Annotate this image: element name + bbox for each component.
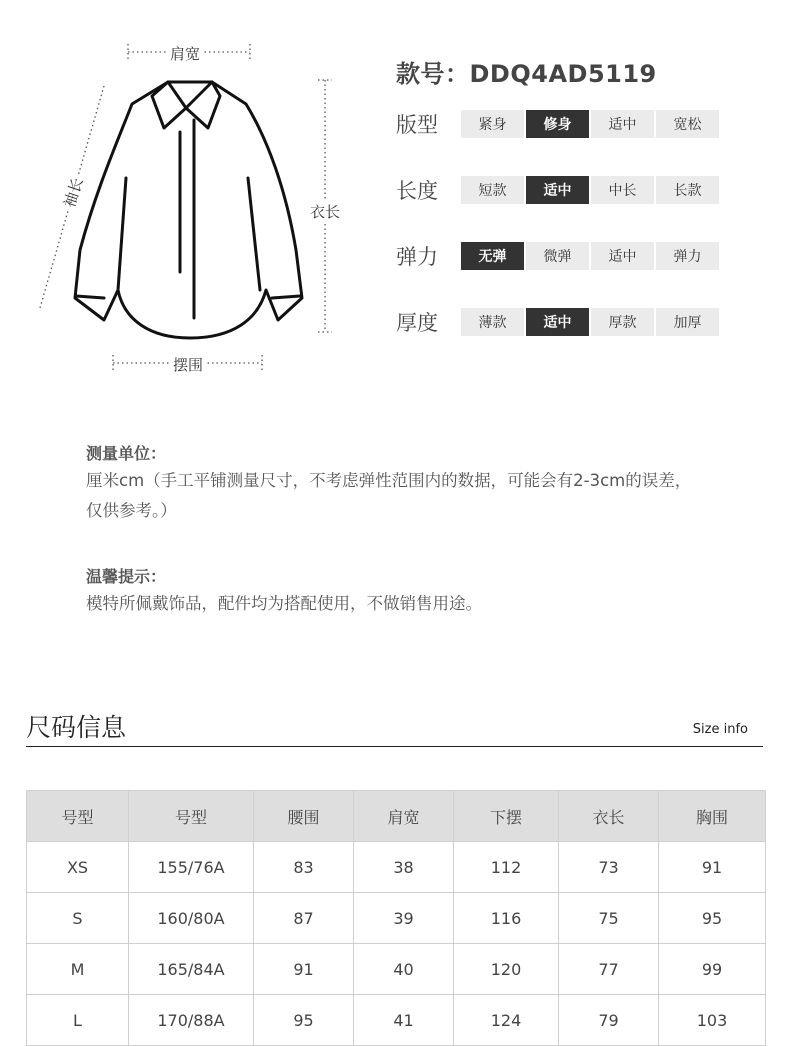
table-cell: 155/76A xyxy=(129,842,254,893)
column-header: 肩宽 xyxy=(354,791,454,842)
unit-text: 厘米cm（手工平铺测量尺寸，不考虑弹性范围内的数据，可能会有2-3cm的误差，仅供参考。） xyxy=(86,471,692,520)
table-cell: 99 xyxy=(659,944,766,995)
table-cell: 38 xyxy=(354,842,454,893)
attr-option: 无弹 xyxy=(461,242,524,270)
table-cell: XS xyxy=(27,842,129,893)
table-cell: 91 xyxy=(659,842,766,893)
attr-option: 适中 xyxy=(591,242,654,270)
table-cell: 39 xyxy=(354,893,454,944)
attr-name: 厚度 xyxy=(396,311,438,335)
attr-option: 长款 xyxy=(656,176,719,204)
table-row xyxy=(27,944,766,995)
table-cell: 79 xyxy=(559,995,659,1046)
attr-option: 适中 xyxy=(591,110,654,138)
table-cell: 124 xyxy=(454,995,559,1046)
divider xyxy=(26,746,763,747)
attr-row-length xyxy=(396,175,721,205)
attr-option: 紧身 xyxy=(461,110,524,138)
attr-option: 厚款 xyxy=(591,308,654,336)
table-cell: 77 xyxy=(559,944,659,995)
table-cell: 116 xyxy=(454,893,559,944)
table-cell: 160/80A xyxy=(129,893,254,944)
column-header: 下摆 xyxy=(454,791,559,842)
attr-option: 弹力 xyxy=(656,242,719,270)
table-cell: 41 xyxy=(354,995,454,1046)
attr-name: 长度 xyxy=(396,179,438,203)
attr-row-thickness xyxy=(396,307,721,337)
attr-row-fit xyxy=(396,109,721,139)
tip-title: 温馨提示： xyxy=(86,567,167,586)
table-cell: L xyxy=(27,995,129,1046)
style-code xyxy=(396,54,657,89)
table-cell: 75 xyxy=(559,893,659,944)
tip-text: 模特所佩戴饰品，配件均为搭配使用，不做销售用途。 xyxy=(86,594,482,613)
table-cell: S xyxy=(27,893,129,944)
attr-option: 宽松 xyxy=(656,110,719,138)
table-cell: 120 xyxy=(454,944,559,995)
attr-option: 加厚 xyxy=(656,308,719,336)
column-header: 号型 xyxy=(129,791,254,842)
table-cell: 165/84A xyxy=(129,944,254,995)
attr-option: 修身 xyxy=(526,110,589,138)
attr-option: 适中 xyxy=(526,308,589,336)
table-cell: 112 xyxy=(454,842,559,893)
table-cell: 73 xyxy=(559,842,659,893)
style-code-label: 款号： xyxy=(396,60,470,88)
table-cell: 170/88A xyxy=(129,995,254,1046)
attr-row-elasticity xyxy=(396,241,721,271)
size-section-subtitle: Size info xyxy=(692,722,748,737)
attr-option: 中长 xyxy=(591,176,654,204)
table-cell: 95 xyxy=(254,995,354,1046)
size-section-title: 尺码信息 xyxy=(26,713,127,742)
attr-name: 弹力 xyxy=(396,245,438,269)
body-length-label: 衣长 xyxy=(307,201,343,222)
attr-option: 短款 xyxy=(461,176,524,204)
column-header: 胸围 xyxy=(659,791,766,842)
attr-name: 版型 xyxy=(396,113,438,137)
attr-option: 适中 xyxy=(526,176,589,204)
table-cell: 40 xyxy=(354,944,454,995)
table-cell: 83 xyxy=(254,842,354,893)
table-header-row xyxy=(27,791,766,842)
column-header: 号型 xyxy=(27,791,129,842)
table-row xyxy=(27,995,766,1046)
column-header: 衣长 xyxy=(559,791,659,842)
sleeve-length-label: 袖长 xyxy=(57,172,88,213)
size-table xyxy=(26,790,766,1046)
table-row xyxy=(27,842,766,893)
hem-label: 摆围 xyxy=(170,354,206,375)
table-cell: 87 xyxy=(254,893,354,944)
attr-option: 微弹 xyxy=(526,242,589,270)
table-cell: 91 xyxy=(254,944,354,995)
column-header: 腰围 xyxy=(254,791,354,842)
table-cell: M xyxy=(27,944,129,995)
unit-title: 测量单位： xyxy=(86,444,167,463)
table-cell: 95 xyxy=(659,893,766,944)
garment-diagram xyxy=(0,0,380,400)
table-cell: 103 xyxy=(659,995,766,1046)
table-row xyxy=(27,893,766,944)
attr-option: 薄款 xyxy=(461,308,524,336)
shoulder-width-label: 肩宽 xyxy=(167,43,203,64)
style-code-value: DDQ4AD5119 xyxy=(469,60,657,88)
